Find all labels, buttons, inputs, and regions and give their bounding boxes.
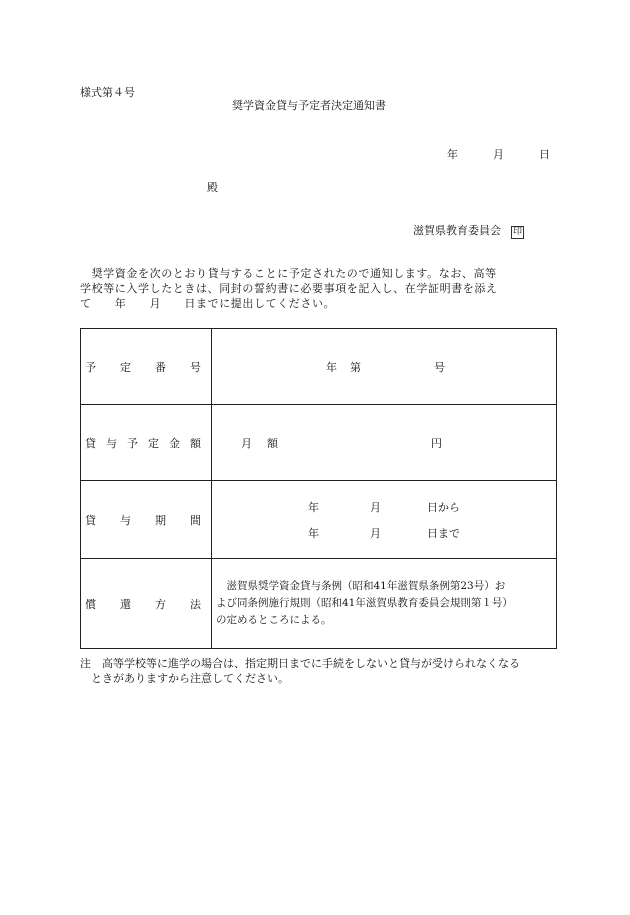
- row-scheduled-amount: [81, 405, 557, 481]
- value-schedule-number[interactable]: 年 第 号: [212, 329, 557, 405]
- row-schedule-number: [81, 329, 557, 405]
- body-line-1: 奨学資金を次のとおり貸与することに予定されたので通知します。なお、高等: [80, 267, 497, 280]
- date-line: [447, 146, 550, 162]
- repayment-line-1: 滋賀県奨学資金貸与条例（昭和41年滋賀県条例第23号）お: [216, 580, 506, 592]
- issuer-name: 滋賀県教育委員会: [413, 224, 501, 237]
- row-loan-period: [81, 481, 557, 559]
- note-line-2: ときがありますから注意してください。: [80, 672, 289, 685]
- body-line-3: て 年 月 日までに提出してください。: [80, 297, 336, 310]
- date-year: 年: [447, 148, 458, 161]
- repayment-line-3: の定めるところによる。: [216, 614, 332, 626]
- issuer: [413, 222, 524, 239]
- period-to: 年 月 日まで: [308, 526, 460, 540]
- document-title: 奨学資金貸与予定者決定通知書: [232, 99, 386, 112]
- period-from: 年 月 日から: [308, 500, 460, 514]
- notice-body: [80, 266, 556, 311]
- addressee-suffix: 殿: [207, 181, 218, 194]
- footnote: [80, 656, 560, 686]
- note-line-1: 注 高等学校等に進学の場合は、指定期日までに手続をしないと貸与が受けられなくなる: [80, 657, 520, 670]
- repayment-line-2: よび同条例施行規則（昭和41年滋賀県教育委員会規則第１号）: [216, 597, 513, 609]
- value-scheduled-amount[interactable]: 月 額 円: [212, 405, 557, 481]
- label-loan-period: 貸 与 期 間: [81, 481, 212, 559]
- form-number: 様式第４号: [80, 86, 135, 99]
- label-repayment-method: 償 還 方 法: [81, 559, 212, 649]
- label-scheduled-amount: 貸 与 予 定 金 額: [81, 405, 212, 481]
- label-schedule-number: 予 定 番 号: [81, 329, 212, 405]
- value-loan-period[interactable]: [212, 481, 557, 559]
- date-month: 月: [493, 148, 504, 161]
- value-repayment-method: [212, 559, 557, 649]
- seal-mark: 印: [513, 227, 523, 237]
- body-line-2: 学校等に入学したときは、同封の誓約書に必要事項を記入し、在学証明書を添え: [80, 282, 498, 295]
- date-day: 日: [539, 148, 550, 161]
- row-repayment-method: [81, 559, 557, 649]
- loan-details-table: [80, 328, 557, 649]
